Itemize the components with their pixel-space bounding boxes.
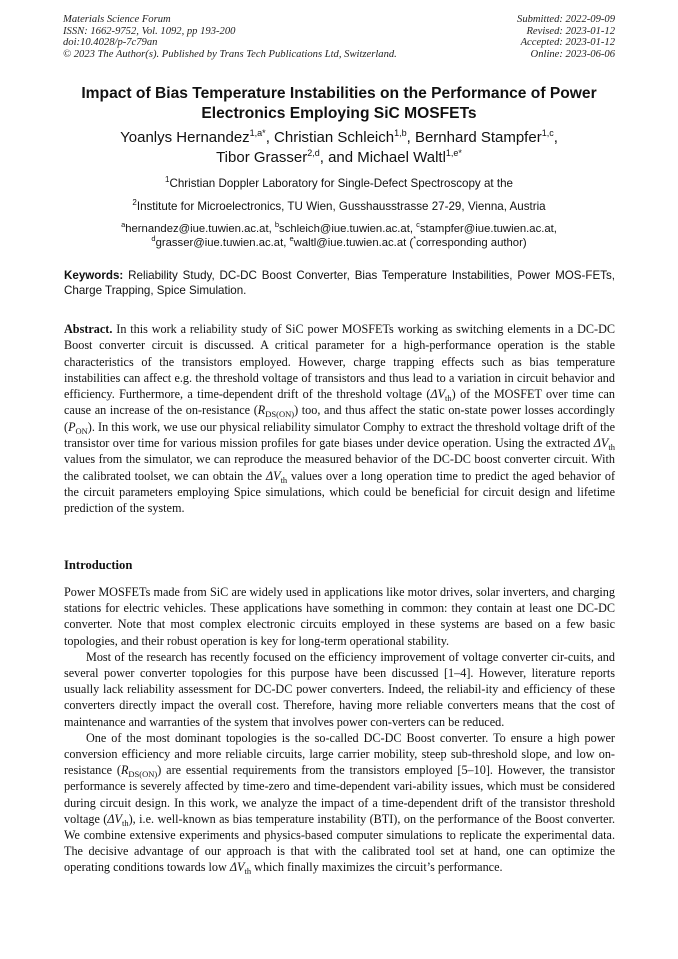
math-symbol: $\Delta V_{th}$ bbox=[430, 387, 452, 404]
journal-name: Materials Science Forum bbox=[63, 14, 171, 25]
introduction-body bbox=[64, 584, 615, 876]
paper-title: Impact of Bias Temperature Instabilities on the Performance of Power Electronics Employing SiC MOSFETs bbox=[81, 85, 597, 122]
journal-issn: ISSN: 1662-9752, Vol. 1092, pp 193-200 bbox=[63, 25, 236, 37]
email-link[interactable]: $^e$waltl@iue.tuwien.ac.at ( bbox=[289, 234, 414, 250]
author: Yoanlys Hernandez$^{1,a*}$, bbox=[120, 128, 275, 146]
author: Bernhard Stampfer$^{1,c}$, bbox=[414, 128, 558, 146]
paragraph: Power MOSFETs made from SiC are widely used in applications like motor drives, solar inverters, and charging stations for electric vehicles. These applications have something in common: they contain at least one DC-DC converter. Note that most complex electronic circuits employed in these systems are based on a few basic topologies, and their robust operation is key for long-term operational stability. bbox=[64, 585, 615, 648]
journal-info bbox=[63, 14, 397, 60]
dates-info bbox=[517, 14, 615, 60]
date-submitted: Submitted: 2022-09-09 bbox=[517, 14, 615, 25]
date-online: Online: 2023-06-06 bbox=[530, 48, 615, 60]
email-list: $^a$hernandez@iue.tuwien.ac.at, $^b$schleich@iue.tuwien.ac.at, $^c$stampfer@iue.tuwien.ac.at, $^d$grasser@iue.tuwien.ac.at, $^e$waltl@iue.tuwien.ac.at (*corresponding author) bbox=[121, 220, 557, 250]
author: Christian Schleich$^{1,b}$, bbox=[274, 128, 415, 146]
copyright: © 2023 The Author(s). Published by Trans Tech Publications Ltd, Switzerland. bbox=[63, 48, 397, 60]
math-symbol: $\Delta V_{th}$ bbox=[229, 860, 252, 877]
author-list bbox=[40, 128, 638, 168]
keywords bbox=[64, 268, 615, 299]
math-symbol: $R_{DS(ON)}$ bbox=[257, 403, 295, 420]
paragraph: One of the most dominant topologies is the so-called DC-DC Boost converter. To ensure a high power conversion efficiency and more reliable circuits, large carrier mobility, steep sub-threshold slope, and low on-resistance $(R_{DS(ON)})$ are essential requirements from the transistors employed [5–10]. However, the transistor performance is severely affected by time-zero and time-dependent vari-ability issues, which must be considered during circuit design. In this work, we analyze the impact of a time-dependent drift of the transistor threshold voltage $(\Delta V_{th})$, i.e. well-known as bias temperature instability (BTI), on the performance of the Boost converter. We combine extensive experiments and physics-based computer simulations to replicate the experimental data. The decisive advantage of our approach is that with the calibrated tool set at hand, one can optimize the operating conditions towards low $\Delta V_{th}$ which finally maximizes the circuit’s performance. bbox=[64, 730, 615, 877]
affiliation-2: $^2$Institute for Microelectronics, TU Wien, Gusshausstrasse 27-29, Vienna, Austria bbox=[132, 198, 546, 213]
author: Tibor Grasser$^{2,d}$, and bbox=[216, 148, 358, 166]
section-heading-introduction: Introduction bbox=[64, 558, 133, 572]
email-link[interactable]: $^d$grasser@iue.tuwien.ac.at, bbox=[151, 234, 290, 250]
email-link[interactable]: $^a$hernandez@iue.tuwien.ac.at, bbox=[121, 220, 275, 235]
abstract-label: Abstract. bbox=[64, 322, 113, 336]
date-revised: Revised: 2023-01-12 bbox=[526, 25, 615, 37]
paragraph: Most of the research has recently focused on the efficiency improvement of voltage converter cir-cuits, and several power converter topologies for this purpose have been discussed [1–4]. However, literature reports usually lack reliability assessment for DC-DC power converters. Indeed, the reliabil-ity and efficiency of these converters directly impact the overall cost. Therefore, having more reliable converters means that the cost of maintenance and warranties of the system that involves power con-verters can be reduced. bbox=[64, 649, 615, 729]
math-symbol: $\Delta V_{th}$ bbox=[107, 811, 129, 828]
date-accepted: Accepted: 2023-01-12 bbox=[520, 37, 615, 49]
keywords-label: Keywords: bbox=[64, 269, 124, 282]
affiliation-1: $^1$Christian Doppler Laboratory for Single-Defect Spectroscopy at the bbox=[165, 175, 513, 190]
email-link[interactable]: $^b$schleich@iue.tuwien.ac.at, bbox=[274, 220, 417, 235]
math-symbol: $\Delta V_{th}$ bbox=[265, 468, 288, 485]
abstract-body: In this work a reliability study of SiC power MOSFETs working as switching elements in a DC-DC Boost converter circuit is discussed. A critical parameter for a high-performance operation is the stable characteristics of the transistors employed. However, charge trapping effects such as bias temperature instabilities can affect e.g. the threshold voltage of transistors and thus lead to a variation in circuit behavior and efficiency. Furthermore, a time-dependent drift of the threshold voltage $(\Delta V_{th})$ of the MOSFET over time can cause an increase of the on-resistance $(R_{DS(ON)})$ too, and thus affect the static on-state power losses accordingly $(P_{ON})$. In this work, we use our physical reliability simulator Comphy to extract the threshold voltage drift of the transistor over time for various mission profiles for gate biases under device operation. Using the extracted $\Delta V_{th}$ values from the simulator, we can reproduce the measured behavior of the DC-DC boost converter circuit. With the calibrated toolset, we can obtain the $\Delta V_{th}$ values over a long operation time to predict the aged behavior of the circuit parameters employing Spice simulations, which could be beneficial for circuit design and lifetime prediction of the system. bbox=[64, 322, 616, 516]
abstract bbox=[64, 321, 615, 517]
email-link[interactable]: $^c$stampfer@iue.tuwien.ac.at, bbox=[416, 220, 557, 235]
math-symbol: $P_{ON}$ bbox=[68, 419, 88, 436]
keywords-text: Reliability Study, DC-DC Boost Converter, Bias Temperature Instabilities, Power MOS-FETs, Charge Trapping, Spice Simulation. bbox=[64, 269, 615, 298]
math-symbol: $\Delta V_{th}$ bbox=[593, 436, 615, 453]
journal-doi[interactable]: doi:10.4028/p-7c79an bbox=[63, 37, 158, 49]
math-symbol: $R_{DS(ON)}$ bbox=[120, 763, 158, 780]
author: Michael Waltl$^{1,e*}$ bbox=[357, 148, 462, 166]
